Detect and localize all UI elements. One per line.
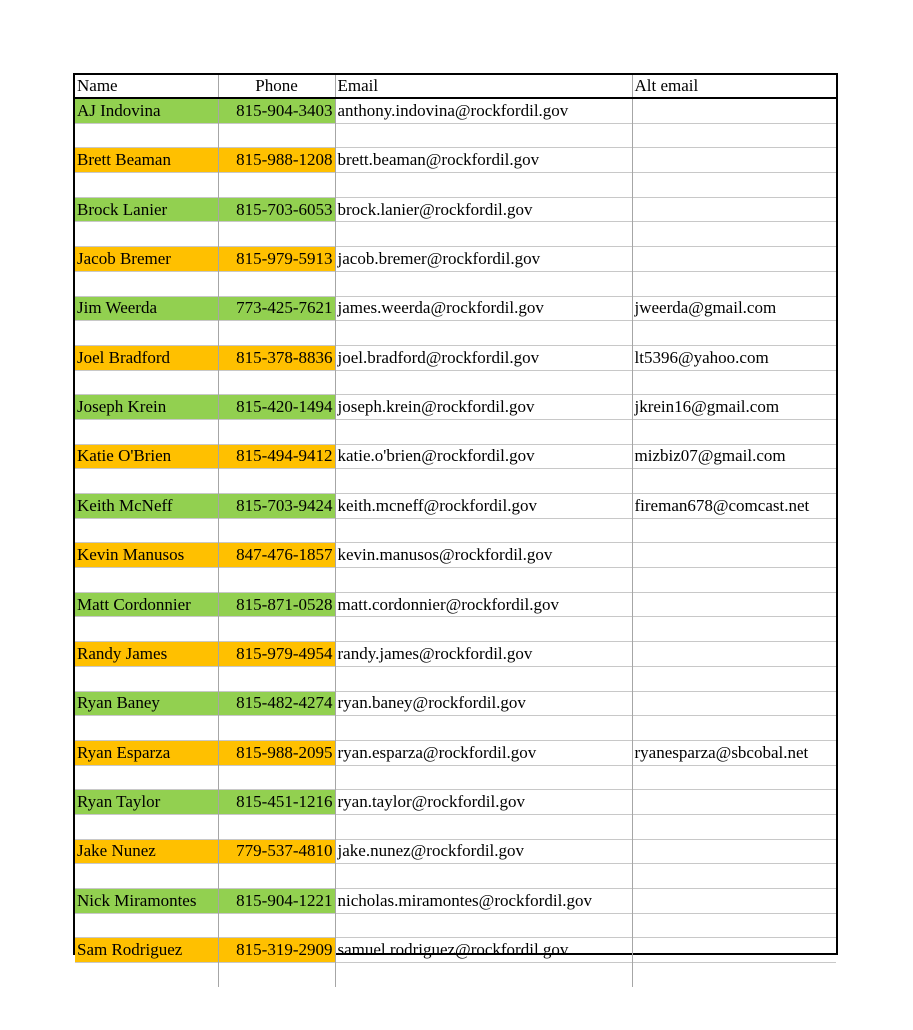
empty-cell [335, 814, 632, 839]
contact-row [75, 197, 836, 222]
empty-cell [218, 271, 335, 296]
empty-cell [218, 222, 335, 247]
contact-name: Kevin Manusos [75, 543, 218, 568]
contact-name: AJ Indovina [75, 98, 218, 123]
contact-row [75, 740, 836, 765]
contact-email: randy.james@rockfordil.gov [335, 642, 632, 667]
contact-email: nicholas.miramontes@rockfordil.gov [335, 889, 632, 914]
empty-cell [632, 568, 836, 593]
empty-cell [75, 864, 218, 889]
contact-name: Matt Cordonnier [75, 592, 218, 617]
empty-cell [632, 222, 836, 247]
spacer-row [75, 321, 836, 346]
contact-alt-email [632, 197, 836, 222]
empty-cell [335, 123, 632, 148]
empty-cell [632, 617, 836, 642]
contact-row [75, 790, 836, 815]
empty-cell [335, 173, 632, 198]
contact-alt-email: mizbiz07@gmail.com [632, 444, 836, 469]
contact-email: matt.cordonnier@rockfordil.gov [335, 592, 632, 617]
contact-row [75, 444, 836, 469]
contact-alt-email [632, 889, 836, 914]
header-row [75, 75, 836, 98]
empty-cell [335, 518, 632, 543]
empty-cell [218, 518, 335, 543]
contact-alt-email: ryanesparza@sbcobal.net [632, 740, 836, 765]
contact-email: keith.mcneff@rockfordil.gov [335, 494, 632, 519]
contact-alt-email: jkrein16@gmail.com [632, 395, 836, 420]
empty-cell [218, 469, 335, 494]
contact-phone: 815-451-1216 [218, 790, 335, 815]
contact-email: ryan.taylor@rockfordil.gov [335, 790, 632, 815]
empty-cell [75, 814, 218, 839]
contact-email: kevin.manusos@rockfordil.gov [335, 543, 632, 568]
spacer-row [75, 173, 836, 198]
spacer-row [75, 469, 836, 494]
spacer-row [75, 666, 836, 691]
contact-name: Randy James [75, 642, 218, 667]
contact-email: james.weerda@rockfordil.gov [335, 296, 632, 321]
empty-cell [632, 321, 836, 346]
empty-cell [632, 271, 836, 296]
contact-email: samuel.rodriguez@rockfordil.gov [335, 938, 632, 963]
contact-name: Keith McNeff [75, 494, 218, 519]
contact-row [75, 642, 836, 667]
empty-cell [75, 370, 218, 395]
contact-email: ryan.baney@rockfordil.gov [335, 691, 632, 716]
contact-phone: 815-979-4954 [218, 642, 335, 667]
empty-cell [75, 123, 218, 148]
empty-cell [75, 321, 218, 346]
contact-phone: 815-988-2095 [218, 740, 335, 765]
contact-phone: 815-904-1221 [218, 889, 335, 914]
contact-phone: 773-425-7621 [218, 296, 335, 321]
empty-cell [75, 469, 218, 494]
contact-alt-email [632, 247, 836, 272]
contact-row [75, 345, 836, 370]
contact-name: Ryan Esparza [75, 740, 218, 765]
empty-cell [218, 123, 335, 148]
header-email: Email [335, 75, 632, 98]
empty-cell [632, 123, 836, 148]
contact-alt-email [632, 691, 836, 716]
contact-phone: 815-420-1494 [218, 395, 335, 420]
empty-cell [218, 963, 335, 987]
spacer-row [75, 864, 836, 889]
contact-row [75, 543, 836, 568]
contact-sheet [73, 73, 838, 960]
contact-phone: 847-476-1857 [218, 543, 335, 568]
contact-row [75, 247, 836, 272]
spacer-row [75, 617, 836, 642]
contact-row [75, 494, 836, 519]
contact-email: brett.beaman@rockfordil.gov [335, 148, 632, 173]
contact-phone: 815-871-0528 [218, 592, 335, 617]
contact-name: Nick Miramontes [75, 889, 218, 914]
contact-email: jake.nunez@rockfordil.gov [335, 839, 632, 864]
empty-cell [75, 568, 218, 593]
contact-phone: 815-979-5913 [218, 247, 335, 272]
empty-cell [218, 666, 335, 691]
empty-cell [335, 765, 632, 790]
contact-alt-email [632, 938, 836, 963]
spacer-row [75, 765, 836, 790]
empty-cell [75, 271, 218, 296]
contact-alt-email [632, 790, 836, 815]
empty-cell [632, 666, 836, 691]
empty-cell [335, 469, 632, 494]
contact-name: Brock Lanier [75, 197, 218, 222]
empty-cell [75, 222, 218, 247]
empty-cell [218, 419, 335, 444]
contact-alt-email [632, 98, 836, 123]
empty-cell [632, 518, 836, 543]
contact-alt-email: jweerda@gmail.com [632, 296, 836, 321]
spacer-row [75, 370, 836, 395]
empty-cell [632, 716, 836, 741]
empty-cell [632, 814, 836, 839]
empty-cell [75, 173, 218, 198]
contact-alt-email: lt5396@yahoo.com [632, 345, 836, 370]
empty-cell [335, 321, 632, 346]
header-name: Name [75, 75, 218, 98]
contact-row [75, 395, 836, 420]
empty-cell [218, 716, 335, 741]
empty-cell [335, 271, 632, 296]
spacer-row [75, 716, 836, 741]
contact-email: joel.bradford@rockfordil.gov [335, 345, 632, 370]
empty-cell [75, 716, 218, 741]
contact-name: Sam Rodriguez [75, 938, 218, 963]
contact-phone: 815-494-9412 [218, 444, 335, 469]
empty-cell [75, 518, 218, 543]
empty-cell [335, 419, 632, 444]
spacer-row [75, 963, 836, 987]
contact-email: ryan.esparza@rockfordil.gov [335, 740, 632, 765]
empty-cell [335, 666, 632, 691]
contact-row [75, 148, 836, 173]
empty-cell [75, 963, 218, 987]
contact-row [75, 889, 836, 914]
contact-name: Jim Weerda [75, 296, 218, 321]
contact-phone: 815-319-2909 [218, 938, 335, 963]
contact-alt-email: fireman678@comcast.net [632, 494, 836, 519]
contact-row [75, 691, 836, 716]
empty-cell [632, 469, 836, 494]
contact-name: Joel Bradford [75, 345, 218, 370]
contact-phone: 815-482-4274 [218, 691, 335, 716]
contact-table [75, 75, 836, 987]
spacer-row [75, 913, 836, 938]
contact-email: joseph.krein@rockfordil.gov [335, 395, 632, 420]
empty-cell [335, 913, 632, 938]
spacer-row [75, 814, 836, 839]
empty-cell [218, 321, 335, 346]
contact-email: brock.lanier@rockfordil.gov [335, 197, 632, 222]
contact-name: Jake Nunez [75, 839, 218, 864]
contact-email: jacob.bremer@rockfordil.gov [335, 247, 632, 272]
header-phone: Phone [218, 75, 335, 98]
empty-cell [75, 765, 218, 790]
contact-email: katie.o'brien@rockfordil.gov [335, 444, 632, 469]
empty-cell [75, 666, 218, 691]
empty-cell [335, 222, 632, 247]
empty-cell [632, 173, 836, 198]
contact-row [75, 839, 836, 864]
header-alt-email: Alt email [632, 75, 836, 98]
contact-row [75, 296, 836, 321]
empty-cell [218, 617, 335, 642]
contact-row [75, 592, 836, 617]
contact-name: Jacob Bremer [75, 247, 218, 272]
contact-email: anthony.indovina@rockfordil.gov [335, 98, 632, 123]
contact-name: Brett Beaman [75, 148, 218, 173]
empty-cell [335, 617, 632, 642]
empty-cell [335, 963, 632, 987]
contact-phone: 815-378-8836 [218, 345, 335, 370]
contact-alt-email [632, 642, 836, 667]
empty-cell [218, 913, 335, 938]
spacer-row [75, 568, 836, 593]
empty-cell [218, 864, 335, 889]
contact-name: Katie O'Brien [75, 444, 218, 469]
empty-cell [335, 716, 632, 741]
contact-name: Ryan Baney [75, 691, 218, 716]
empty-cell [218, 173, 335, 198]
contact-alt-email [632, 148, 836, 173]
empty-cell [75, 617, 218, 642]
empty-cell [335, 864, 632, 889]
contact-row [75, 938, 836, 963]
spacer-row [75, 518, 836, 543]
empty-cell [632, 864, 836, 889]
empty-cell [632, 963, 836, 987]
contact-name: Ryan Taylor [75, 790, 218, 815]
contact-phone: 815-703-6053 [218, 197, 335, 222]
empty-cell [75, 419, 218, 444]
spacer-row [75, 419, 836, 444]
contact-name: Joseph Krein [75, 395, 218, 420]
contact-alt-email [632, 543, 836, 568]
empty-cell [218, 765, 335, 790]
spacer-row [75, 123, 836, 148]
empty-cell [632, 765, 836, 790]
spacer-row [75, 222, 836, 247]
empty-cell [632, 419, 836, 444]
contact-phone: 779-537-4810 [218, 839, 335, 864]
contact-alt-email [632, 592, 836, 617]
contact-phone: 815-703-9424 [218, 494, 335, 519]
empty-cell [218, 814, 335, 839]
empty-cell [335, 370, 632, 395]
empty-cell [335, 568, 632, 593]
contact-phone: 815-988-1208 [218, 148, 335, 173]
empty-cell [218, 370, 335, 395]
contact-alt-email [632, 839, 836, 864]
empty-cell [75, 913, 218, 938]
empty-cell [218, 568, 335, 593]
empty-cell [632, 370, 836, 395]
empty-cell [632, 913, 836, 938]
contact-phone: 815-904-3403 [218, 98, 335, 123]
spacer-row [75, 271, 836, 296]
contact-row [75, 98, 836, 123]
